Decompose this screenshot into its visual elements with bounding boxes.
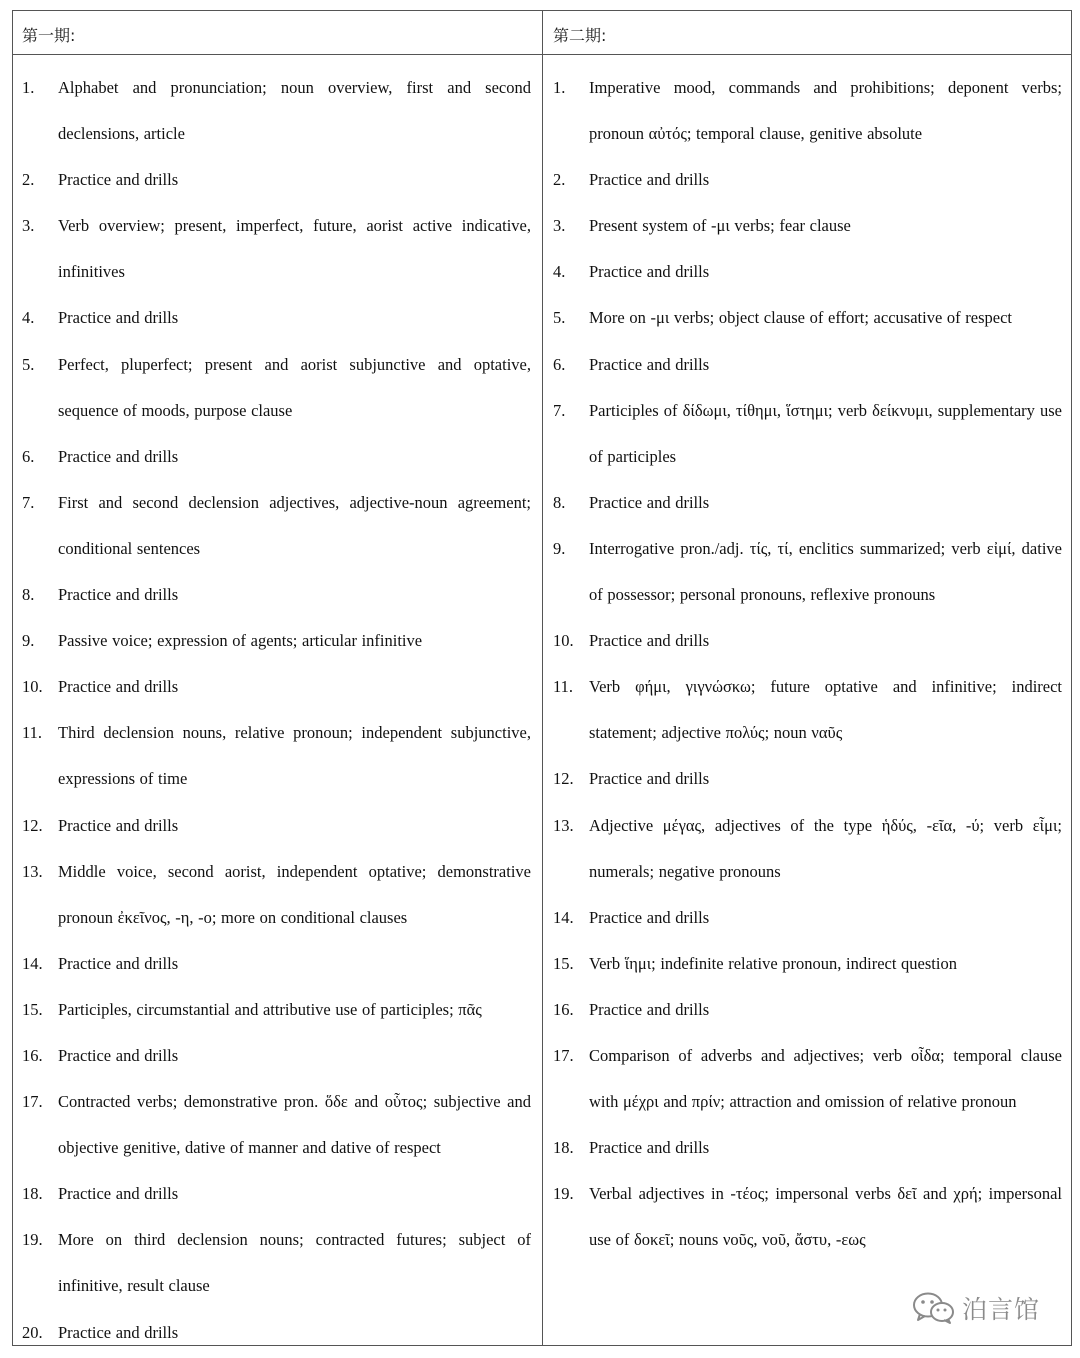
lesson-item (22, 941, 531, 987)
lesson-number: 10. (22, 677, 43, 697)
wechat-icon (912, 1291, 956, 1325)
lesson-number: 18. (553, 1138, 574, 1158)
lesson-topic: Passive voice; expression of agents; articular infinitive (58, 631, 423, 651)
lesson-number: 5. (22, 354, 35, 374)
lesson-number: 20. (22, 1322, 43, 1342)
lesson-topic: Interrogative pron./adj. τίς, τί, enclitics summarized; verb εἰμί, dative of possessor; personal pronouns, reflexive pronouns (589, 538, 1062, 605)
lesson-item (22, 1171, 531, 1217)
lesson-topic: Verb ἵημι; indefinite relative pronoun, indirect question (589, 953, 957, 973)
lesson-item (22, 572, 531, 618)
lesson-number: 4. (553, 262, 566, 282)
lesson-topic: Practice and drills (589, 999, 710, 1019)
lesson-topic: Contracted verbs; demonstrative pron. ὅδε and οὗτος; subjective and objective genitive, dative of manner and dative of respect (58, 1092, 531, 1158)
lesson-topic: Verb overview; present, imperfect, future, aorist active indicative, infinitives (58, 216, 531, 282)
lesson-number: 3. (553, 216, 566, 236)
lesson-number: 6. (553, 354, 566, 374)
lesson-topic: Participles of δίδωμι, τίθημι, ἵστημι; verb δείκνυμι, supplementary use of participles (589, 400, 1062, 466)
lesson-number: 17. (22, 1092, 43, 1112)
lesson-number: 18. (22, 1184, 43, 1204)
lesson-topic: Practice and drills (589, 907, 710, 927)
lesson-number: 9. (553, 538, 566, 558)
lesson-topic: More on -μι verbs; object clause of effort; accusative of respect (589, 308, 1012, 328)
lesson-topic: Practice and drills (589, 262, 710, 282)
lesson-number: 10. (553, 631, 574, 651)
column-divider (542, 11, 543, 1345)
lesson-item (553, 1125, 1062, 1171)
lesson-number: 12. (22, 815, 43, 835)
term-2-lesson-list (553, 65, 1062, 1263)
lesson-number: 6. (22, 446, 35, 466)
lesson-topic: Practice and drills (58, 677, 179, 697)
lesson-number: 16. (553, 999, 574, 1019)
syllabus-table (12, 10, 1072, 1346)
lesson-item (553, 1033, 1062, 1125)
lesson-item (22, 203, 531, 295)
lesson-number: 7. (553, 400, 566, 420)
lesson-topic: Practice and drills (58, 815, 179, 835)
lesson-number: 9. (22, 631, 35, 651)
lesson-topic: Practice and drills (58, 953, 179, 973)
lesson-item (22, 342, 531, 434)
lesson-item (22, 1033, 531, 1079)
lesson-number: 13. (553, 815, 574, 835)
lesson-item (553, 941, 1062, 987)
lesson-item (22, 434, 531, 480)
header-divider (13, 54, 1071, 55)
lesson-number: 14. (22, 953, 43, 973)
lesson-item (553, 480, 1062, 526)
lesson-number: 8. (553, 492, 566, 512)
lesson-topic: Practice and drills (58, 1184, 179, 1204)
lesson-topic: Practice and drills (589, 492, 710, 512)
lesson-item (553, 526, 1062, 618)
lesson-item (22, 849, 531, 941)
lesson-item (553, 65, 1062, 157)
lesson-topic: Practice and drills (58, 170, 179, 190)
lesson-number: 16. (22, 1045, 43, 1065)
watermark-text: 泊言馆 (962, 1295, 1041, 1324)
lesson-topic: Practice and drills (589, 769, 710, 789)
lesson-number: 12. (553, 769, 574, 789)
lesson-topic: Practice and drills (58, 308, 179, 328)
lesson-item (553, 249, 1062, 295)
lesson-item (22, 1079, 531, 1171)
watermark (912, 1290, 1040, 1326)
lesson-item (22, 618, 531, 664)
lesson-number: 5. (553, 308, 566, 328)
lesson-item (22, 987, 531, 1033)
lesson-topic: Participles, circumstantial and attributive use of participles; πᾶς (58, 999, 482, 1019)
lesson-number: 15. (22, 999, 43, 1019)
lesson-item (553, 664, 1062, 756)
lesson-number: 8. (22, 585, 35, 605)
lesson-number: 2. (22, 170, 35, 190)
lesson-item (553, 388, 1062, 480)
lesson-item (553, 895, 1062, 941)
lesson-item (553, 756, 1062, 802)
lesson-topic: Practice and drills (58, 446, 179, 466)
lesson-topic: Practice and drills (58, 585, 179, 605)
lesson-item (553, 295, 1062, 341)
lesson-number: 14. (553, 907, 574, 927)
term-1-lesson-list (22, 65, 531, 1356)
lesson-number: 7. (22, 492, 35, 512)
lesson-number: 1. (553, 78, 566, 97)
lesson-number: 3. (22, 216, 35, 236)
lesson-item (22, 157, 531, 203)
lesson-item (553, 618, 1062, 664)
lesson-number: 11. (22, 723, 43, 743)
lesson-item (22, 1217, 531, 1309)
lesson-item (553, 342, 1062, 388)
lesson-item (22, 480, 531, 572)
lesson-topic: Third declension nouns, relative pronoun; independent subjunctive, expressions of time (58, 723, 531, 789)
lesson-item (553, 803, 1062, 895)
lesson-topic: Alphabet and pronunciation; noun overview, first and second declensions, article (58, 78, 531, 144)
column-header-term-1: 第一期: (22, 26, 76, 45)
lesson-item (22, 1310, 531, 1356)
lesson-topic: Middle voice, second aorist, independent optative; demonstrative pronoun ἐκεῖνος, -η, -ο; more on conditional clauses (58, 861, 531, 927)
lesson-item (22, 664, 531, 710)
lesson-item (553, 1171, 1062, 1263)
lesson-topic: Present system of -μι verbs; fear clause (589, 216, 851, 236)
lesson-number: 4. (22, 308, 35, 328)
lesson-item (22, 803, 531, 849)
lesson-item (553, 203, 1062, 249)
lesson-topic: Adjective μέγας, adjectives of the type ἡδύς, -εῖα, -ύ; verb εἶμι; numerals; negative pronouns (589, 815, 1062, 881)
lesson-topic: More on third declension nouns; contracted futures; subject of infinitive, result clause (58, 1230, 531, 1296)
lesson-item (22, 65, 531, 157)
lesson-number: 17. (553, 1045, 574, 1065)
lesson-number: 13. (22, 861, 43, 881)
lesson-number: 19. (553, 1184, 574, 1204)
lesson-number: 11. (553, 677, 574, 697)
lesson-topic: Imperative mood, commands and prohibitions; deponent verbs; pronoun αὐτός; temporal clause, genitive absolute (589, 78, 1062, 144)
lesson-topic: Practice and drills (58, 1045, 179, 1065)
lesson-topic: Verbal adjectives in -τέος; impersonal verbs δεῖ and χρή; impersonal use of δοκεῖ; nouns νοῦς, νοῦ, ἄστυ, -εως (589, 1184, 1062, 1250)
lesson-topic: Practice and drills (589, 631, 710, 651)
lesson-topic: Perfect, pluperfect; present and aorist subjunctive and optative, sequence of moods, purpose clause (58, 354, 531, 420)
lesson-number: 19. (22, 1230, 43, 1250)
lesson-topic: Comparison of adverbs and adjectives; verb οἶδα; temporal clause with μέχρι and πρίν; attraction and omission of relative pronoun (589, 1045, 1062, 1112)
lesson-number: 15. (553, 953, 574, 973)
lesson-number: 2. (553, 170, 566, 190)
lesson-item (22, 710, 531, 802)
lesson-topic: Practice and drills (589, 170, 710, 190)
lesson-topic: Practice and drills (589, 1138, 710, 1158)
lesson-item (22, 295, 531, 341)
lesson-topic: Practice and drills (58, 1322, 179, 1342)
lesson-topic: Practice and drills (589, 354, 710, 374)
lesson-item (553, 157, 1062, 203)
lesson-item (553, 987, 1062, 1033)
lesson-topic: First and second declension adjectives, adjective-noun agreement; conditional sentences (58, 492, 531, 558)
column-header-term-2: 第二期: (553, 26, 607, 45)
lesson-number: 1. (22, 78, 35, 97)
lesson-topic: Verb φήμι, γιγνώσκω; future optative and infinitive; indirect statement; adjective πολύς; noun ναῦς (589, 677, 1062, 743)
